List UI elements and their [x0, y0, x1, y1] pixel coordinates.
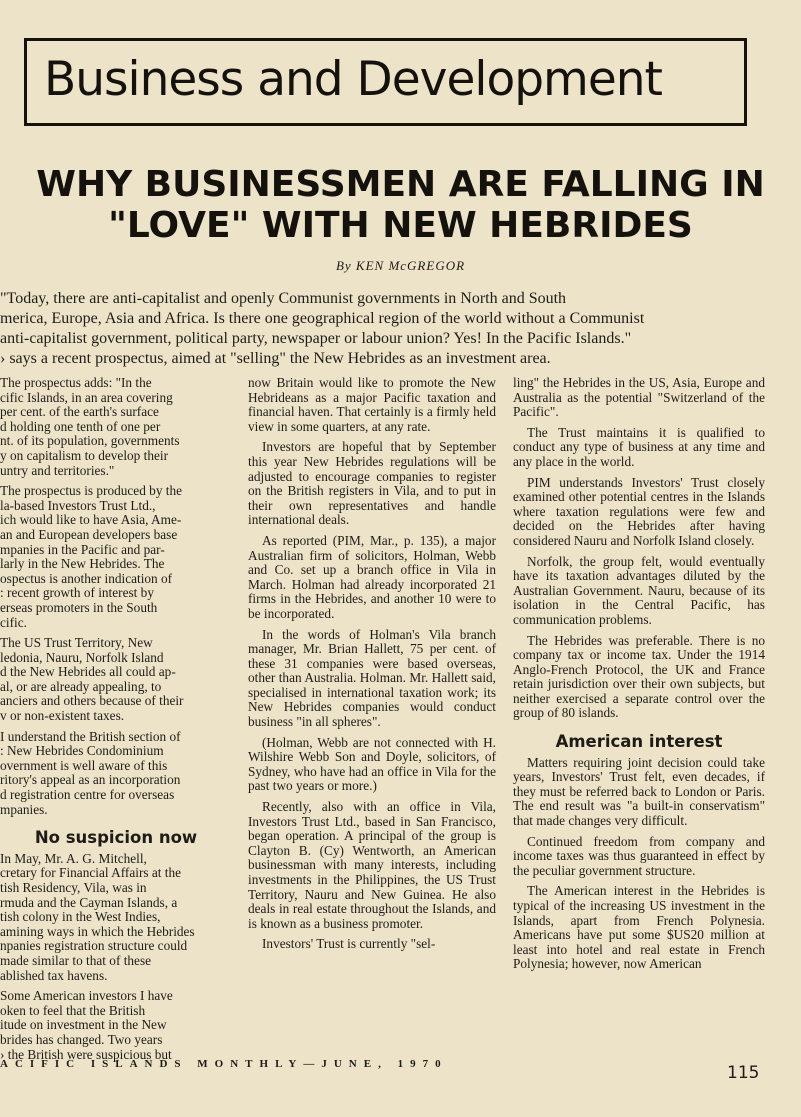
- text-line: The prospectus is produced by the: [0, 483, 183, 499]
- text-line: npanies registration structure could: [0, 938, 188, 954]
- column-1: [0, 376, 232, 1068]
- col3-paragraph-5: The Hebrides was preferable. There is no company tax or income tax. Under the 1914 Anglo-French Protocol, the UK and France retain jurisdiction over their own subjects, but neither exercised a separate control over the group of 80 islands.: [513, 632, 765, 721]
- text-line: The prospectus adds: "In the: [0, 375, 152, 390]
- col3-paragraph-2: The Trust maintains it is qualified to conduct any type of business at any time and any place in the world.: [513, 424, 765, 469]
- col1-paragraph-5: [0, 852, 232, 983]
- intro-paragraph: [0, 289, 770, 369]
- col2-paragraph-5: (Holman, Webb are not connected with H. Wilshire Webb Son and Doyle, solicitors, of Sydney, who have had an office in Vila for the past two years or more.): [248, 734, 496, 794]
- col1-paragraph-1: [0, 376, 232, 478]
- col3-paragraph-3: PIM understands Investors' Trust closely examined other potential centres in the Islands where taxation regulations were few and decided on the Hebrides after having considered Nauru and Norfolk Island closely.: [513, 474, 765, 548]
- col1-paragraph-2: [0, 484, 232, 630]
- text-line: cific Islands, in an area covering: [0, 389, 173, 405]
- text-line: erseas promoters in the South: [0, 599, 158, 615]
- text-line: d registration centre for overseas: [0, 787, 175, 803]
- text-line: : New Hebrides Condominium: [0, 743, 164, 759]
- text-line: d the New Hebrides all could ap-: [0, 664, 176, 680]
- col3-paragraph-1: ling" the Hebrides in the US, Asia, Europe and Australia as the potential "Switzerland of the Pacific".: [513, 375, 765, 420]
- text-line: ich would like to have Asia, Ame-: [0, 512, 182, 528]
- text-line: ledonia, Nauru, Norfolk Island: [0, 649, 164, 665]
- col2-paragraph-2: Investors are hopeful that by September this year New Hebrides regulations will be adjusted to encourage companies to register on the British registers in Vila, and to put in their own representatives and handle international deals.: [248, 439, 496, 528]
- text-line: al, or are already appealing, to: [0, 678, 162, 694]
- text-line: In May, Mr. A. G. Mitchell,: [0, 850, 147, 866]
- subheading-no-suspicion: No suspicion now: [34, 828, 198, 848]
- col3-paragraph-4: Norfolk, the group felt, would eventually have its taxation advantages diluted by the Australian Government. Nauru, because of its isolation in the Central Pacific, has communication problems.: [513, 553, 765, 627]
- text-line: ospectus is another indication of: [0, 570, 173, 586]
- section-title: Business and Development: [44, 52, 662, 107]
- headline-line-1: WHY BUSINESSMEN ARE FALLING IN: [36, 164, 765, 205]
- text-line: : recent growth of interest by: [0, 585, 154, 601]
- headline-line-2: "LOVE" WITH NEW HEBRIDES: [108, 205, 693, 246]
- text-line: itude on investment in the New: [0, 1017, 167, 1033]
- text-line: untry and territories.": [0, 462, 115, 478]
- intro-line: › says a recent prospectus, aimed at "selling" the New Hebrides as an investment area.: [0, 350, 551, 367]
- text-line: Some American investors I have: [0, 988, 173, 1004]
- col3-paragraph-8: The American interest in the Hebrides is typical of the increasing US investment in the Islands, apart from French Polynesia. Americans have put some $US20 million at least into hotel and real estate in French Polynesia; however, now American: [513, 883, 765, 972]
- intro-line: "Today, there are anti-capitalist and openly Communist governments in North and South: [0, 290, 567, 307]
- text-line: brides has changed. Two years: [0, 1031, 163, 1047]
- text-line: ablished tax havens.: [0, 967, 108, 983]
- text-line: d holding one tenth of one per: [0, 418, 161, 434]
- column-3: [513, 376, 765, 978]
- text-line: larly in the New Hebrides. The: [0, 556, 165, 572]
- col3-paragraph-6: Matters requiring joint decision could take years, Investors' Trust felt, even decades, if they must be referred back to London or Paris. The end result was "a built-in conservatism" that made changes very difficult.: [513, 754, 765, 829]
- col1-paragraph-6: [0, 989, 232, 1062]
- text-line: I understand the British section of: [0, 728, 181, 744]
- text-line: made similar to that of these: [0, 952, 152, 968]
- intro-line: merica, Europe, Asia and Africa. Is there one geographical region of the world without a Communist: [0, 310, 645, 327]
- col2-paragraph-3: As reported (PIM, Mar., p. 135), a major Australian firm of solicitors, Holman, Webb and Co. set up a branch office in Vila in March. Holman had already incorporated 21 firms in the Hebrides, and another 10 were to be incorporated.: [248, 532, 496, 621]
- col2-paragraph-7: Investors' Trust is currently "sel-: [262, 936, 436, 952]
- text-line: tish colony in the West Indies,: [0, 909, 161, 925]
- text-line: The US Trust Territory, New: [0, 635, 153, 651]
- col1-paragraph-4: [0, 730, 232, 818]
- page-number: 115: [727, 1063, 760, 1083]
- text-line: y on capitalism to develop their: [0, 447, 169, 463]
- text-line: nt. of its population, governments: [0, 433, 180, 449]
- text-line: v or non-existent taxes.: [0, 708, 125, 724]
- text-line: overnment is well aware of this: [0, 757, 168, 773]
- text-line: tish Residency, Vila, was in: [0, 880, 147, 895]
- text-line: mpanies.: [0, 801, 48, 817]
- text-line: per cent. of the earth's surface: [0, 404, 159, 420]
- column-2: [248, 376, 496, 958]
- text-line: amining ways in which the Hebrides: [0, 923, 195, 939]
- col1-paragraph-3: [0, 636, 232, 724]
- text-line: cific.: [0, 614, 27, 630]
- col2-paragraph-1: now Britain would like to promote the New Hebrideans as a major Pacific taxation and financial haven. That certainly is a firmly held view in some quarters, at any rate.: [248, 375, 496, 434]
- col2-paragraph-4: In the words of Holman's Vila branch manager, Mr. Brian Hallett, 75 per cent. of these 31 companies were based overseas, other than Australia. Holman. Mr. Hallett said, specialised in international taxation work; its New Hebrides companies would conduct business "in all spheres".: [248, 626, 496, 730]
- text-line: oken to feel that the British: [0, 1002, 146, 1018]
- text-line: anciers and others because of their: [0, 693, 184, 709]
- col3-paragraph-7: Continued freedom from company and income taxes was thus guaranteed in effect by the peculiar government structure.: [513, 833, 765, 878]
- text-line: ritory's appeal as an incorporation: [0, 772, 181, 788]
- text-line: rmuda and the Cayman Islands, a: [0, 894, 178, 910]
- byline: By KEN McGREGOR: [335, 258, 466, 273]
- text-line: an and European developers base: [0, 526, 178, 542]
- intro-line: anti-capitalist government, political party, newspaper or labour union? Yes! In the Pacific Islands.": [0, 330, 632, 347]
- running-footer: ACIFIC ISLANDS MONTHLY—JUNE, 1970: [0, 1058, 448, 1070]
- text-line: la-based Investors Trust Ltd.,: [0, 497, 156, 513]
- col2-paragraph-6: Recently, also with an office in Vila, Investors Trust Ltd., based in San Francisco, began operation. A principal of the group is Clayton B. (Cy) Wentworth, an American businessman with many interests, including investments in the Philippines, the US Trust Territory, Nauru and New Guinea. He also deals in real estate throughout the Islands, and is known as a business promoter.: [248, 799, 496, 931]
- subheading-american-interest: American interest: [555, 732, 723, 752]
- text-line: › the British were suspicious but: [0, 1046, 172, 1062]
- text-line: mpanies in the Pacific and par-: [0, 541, 165, 557]
- text-line: cretary for Financial Affairs at the: [0, 865, 182, 881]
